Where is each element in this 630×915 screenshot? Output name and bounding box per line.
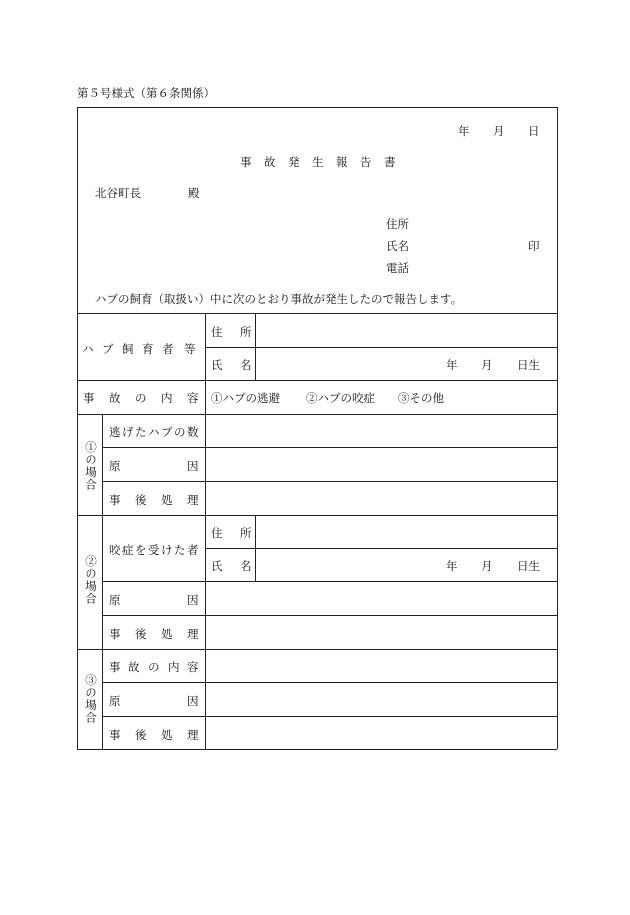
addressee-honorific: 殿 xyxy=(188,186,200,200)
keeper-birth-day: 日生 xyxy=(517,358,540,372)
accident-option-bite: ②ハブの咬症 xyxy=(306,391,375,405)
case2-birth-year: 年 xyxy=(446,559,458,573)
seal-label: 印 xyxy=(528,239,540,253)
case2-label: ②の場合 xyxy=(84,555,98,605)
case2-birth-day: 日生 xyxy=(517,559,540,573)
date-day-label: 日 xyxy=(528,124,540,138)
date-year-label: 年 xyxy=(458,124,470,138)
addressee-name: 北谷町長 xyxy=(95,186,141,200)
case2-birth-month: 月 xyxy=(481,559,493,573)
date-month-label: 月 xyxy=(493,124,505,138)
case1-label: ①の場合 xyxy=(84,441,98,491)
keeper-birth-month: 月 xyxy=(481,358,493,372)
intro-text: ハブの飼育（取扱い）中に次のとおり事故が発生したので報告します。 xyxy=(95,292,463,306)
applicant-name-label: 氏名 xyxy=(386,239,409,253)
accident-option-escape: ①ハブの逃避 xyxy=(211,391,280,405)
case3-label: ③の場合 xyxy=(84,674,98,724)
keeper-birth-year: 年 xyxy=(446,358,458,372)
form-number-label: 第５号様式（第６条関係） xyxy=(77,86,215,100)
accident-option-other: ③その他 xyxy=(398,391,444,405)
applicant-address-label: 住所 xyxy=(386,217,409,231)
applicant-phone-label: 電話 xyxy=(386,261,409,275)
